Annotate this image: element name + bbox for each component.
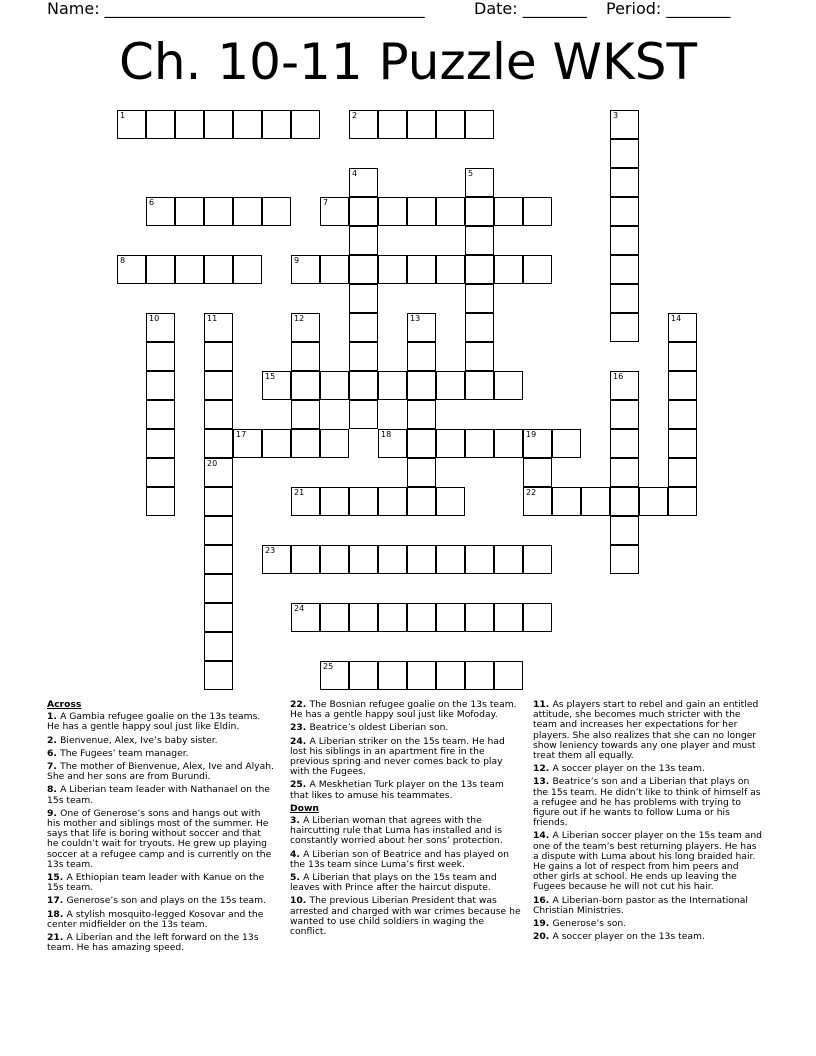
clue-number: 20. [533,931,553,943]
grid-cell[interactable] [204,487,233,516]
clue-down [533,919,765,929]
grid-cell[interactable] [494,545,523,574]
clue-across [47,910,275,930]
grid-cell[interactable] [436,487,465,516]
grid-cell[interactable] [349,197,378,226]
down-heading: Down [290,802,319,814]
grid-cell[interactable] [407,110,436,139]
grid-cell[interactable] [262,545,291,574]
grid-cell[interactable] [291,400,320,429]
clue-text: Generose’s son. [552,918,627,930]
clue-number: 3. [290,815,304,827]
grid-cell[interactable] [436,197,465,226]
grid-cell[interactable] [204,400,233,429]
grid-cell[interactable] [349,371,378,400]
grid-cell[interactable] [320,661,349,690]
grid-cell[interactable] [349,342,378,371]
clue-number: 1. [47,711,61,723]
clue-across [290,723,523,733]
clues-column-2 [290,700,523,940]
clue-text: A Liberian soccer player on the 15s team and one of the team’s best returning players. He has a dispute with Luma about his long braided hair. He gains a lot of respect from him peers and other girls at school. He ends up leaving the Fugees because he will not cut his hair. [533,830,763,893]
grid-cell[interactable] [204,429,233,458]
clue-text: A Liberian woman that agrees with the haircutting rule that Luma has installed and is constantly worried about her sons’ protection. [290,815,503,847]
date-field-label[interactable]: Date: ________ [474,0,587,18]
grid-cell[interactable] [407,400,436,429]
clue-number: 13 [410,314,421,323]
grid-cell[interactable] [668,429,697,458]
clue-number: 25 [323,662,334,671]
grid-cell[interactable] [204,197,233,226]
clue-across [290,700,523,720]
clue-number: 15. [47,872,67,884]
grid-cell[interactable] [146,458,175,487]
grid-cell[interactable] [668,371,697,400]
clue-number: 16. [533,894,553,906]
grid-cell[interactable] [494,429,523,458]
grid-cell[interactable] [407,661,436,690]
grid-cell[interactable] [291,603,320,632]
grid-cell[interactable] [407,371,436,400]
clue-number: 7. [47,761,61,773]
grid-cell[interactable] [552,429,581,458]
grid-cell[interactable] [233,255,262,284]
clue-across [290,737,523,778]
grid-cell[interactable] [204,255,233,284]
clue-text: A Gambia refugee goalie on the 13s teams. He has a gentle happy soul just like Eldin. [47,711,261,733]
clue-down [290,873,523,893]
clue-number: 17. [47,895,67,907]
clue-across [47,749,275,759]
clue-number: 10. [290,895,310,907]
clue-number: 19 [526,430,537,439]
grid-cell[interactable] [407,603,436,632]
clue-down [533,896,765,916]
grid-cell[interactable] [291,342,320,371]
grid-cell[interactable] [639,487,668,516]
grid-cell[interactable] [523,603,552,632]
grid-cell[interactable] [349,400,378,429]
clue-number: 23 [265,546,276,555]
grid-cell[interactable] [610,458,639,487]
clue-number: 20 [207,459,218,468]
grid-cell[interactable] [320,371,349,400]
grid-cell[interactable] [465,168,494,197]
clue-number: 23. [290,722,310,734]
grid-cell[interactable] [668,400,697,429]
grid-cell[interactable] [465,255,494,284]
grid-cell[interactable] [204,632,233,661]
across-heading: Across [47,699,82,710]
grid-cell[interactable] [204,458,233,487]
clue-number: 15 [265,372,276,381]
clue-across [290,780,523,800]
grid-cell[interactable] [610,168,639,197]
grid-cell[interactable] [378,255,407,284]
grid-cell[interactable] [349,284,378,313]
grid-cell[interactable] [320,197,349,226]
grid-cell[interactable] [320,545,349,574]
clue-number: 24 [294,604,305,613]
grid-cell[interactable] [320,429,349,458]
grid-cell[interactable] [407,545,436,574]
grid-cell[interactable] [494,255,523,284]
grid-cell[interactable] [610,255,639,284]
clue-number: 22 [526,488,537,497]
clue-text: A Liberian that plays on the 15s team and leaves with Prince after the haircut dispute. [290,872,497,894]
grid-cell[interactable] [262,429,291,458]
clue-text: One of Generose’s sons and hangs out with his mother and siblings most of the summer. He says that life is boring without soccer and that he couldn’t wait for tryouts. He grew up playing soccer at a refugee camp and is currently on the 13s team. [47,807,272,870]
name-field-label[interactable]: Name: ________________________________________ [47,0,425,18]
page-title: Ch. 10-11 Puzzle WKST [118,33,698,91]
clue-number: 25. [290,779,310,791]
grid-cell[interactable] [146,255,175,284]
clue-number: 19. [533,918,553,930]
grid-cell[interactable] [668,487,697,516]
grid-cell[interactable] [320,255,349,284]
grid-cell[interactable] [436,603,465,632]
clue-number: 14 [671,314,682,323]
grid-cell[interactable] [204,545,233,574]
grid-cell[interactable] [378,371,407,400]
clue-text: As players start to rebel and gain an entitled attitude, she becomes much stricter with the team and increases her expectations for her players. She also realizes that she can no longer show leniency towards any one player and must treat them all equally. [533,699,759,762]
grid-cell[interactable] [117,255,146,284]
grid-cell[interactable] [610,284,639,313]
grid-cell[interactable] [407,487,436,516]
grid-cell[interactable] [233,110,262,139]
clue-number: 6. [47,747,61,759]
grid-cell[interactable] [349,545,378,574]
clue-down [290,850,523,870]
grid-cell[interactable] [291,371,320,400]
grid-cell[interactable] [610,429,639,458]
clue-across [47,873,275,893]
grid-cell[interactable] [610,400,639,429]
grid-cell[interactable] [146,342,175,371]
clue-down [533,831,765,892]
grid-cell[interactable] [204,603,233,632]
grid-cell[interactable] [610,313,639,342]
clue-text: The mother of Bienvenue, Alex, Ive and Alyah. She and her sons are from Burundi. [47,761,274,783]
grid-cell[interactable] [436,255,465,284]
grid-cell[interactable] [407,197,436,226]
clue-text: Bienvenue, Alex, Ive’s baby sister. [60,734,218,746]
clue-text: A Liberian and the left forward on the 13s team. He has amazing speed. [47,932,259,954]
grid-cell[interactable] [349,168,378,197]
grid-cell[interactable] [204,574,233,603]
grid-cell[interactable] [407,255,436,284]
grid-cell[interactable] [175,255,204,284]
clue-number: 5. [290,872,304,884]
grid-cell[interactable] [291,313,320,342]
clue-number: 1 [120,111,126,120]
grid-cell[interactable] [494,603,523,632]
grid-cell[interactable] [465,371,494,400]
grid-cell[interactable] [610,110,639,139]
grid-cell[interactable] [291,110,320,139]
clue-number: 8. [47,784,61,796]
grid-cell[interactable] [407,313,436,342]
clue-down [533,700,765,761]
grid-cell[interactable] [494,197,523,226]
grid-cell[interactable] [523,429,552,458]
grid-cell[interactable] [523,545,552,574]
grid-cell[interactable] [465,545,494,574]
clue-number: 10 [149,314,160,323]
grid-cell[interactable] [320,603,349,632]
clue-number: 14. [533,830,553,842]
grid-cell[interactable] [175,110,204,139]
grid-cell[interactable] [523,255,552,284]
grid-cell[interactable] [465,284,494,313]
clue-number: 24. [290,735,310,747]
grid-cell[interactable] [349,661,378,690]
grid-cell[interactable] [465,661,494,690]
grid-cell[interactable] [610,139,639,168]
clue-across [47,896,275,906]
grid-cell[interactable] [146,429,175,458]
clue-text: A Liberian son of Beatrice and has played on the 13s team since Luma’s first week. [290,848,509,870]
clue-text: A Meskhetian Turk player on the 13s team that likes to amuse his teammates. [290,779,504,801]
grid-cell[interactable] [262,371,291,400]
grid-cell[interactable] [436,429,465,458]
clue-text: A Liberian striker on the 15s team. He had lost his siblings in an apartment fire in the previous spring and never comes back to play with the Fugees. [290,735,505,778]
grid-cell[interactable] [320,487,349,516]
grid-cell[interactable] [117,110,146,139]
clue-down [533,777,765,828]
clue-number: 12 [294,314,305,323]
clue-number: 11. [533,699,553,710]
clue-number: 2. [47,734,61,746]
clue-number: 8 [120,256,126,265]
grid-cell[interactable] [204,313,233,342]
clue-text: Beatrice’s son and a Liberian that plays on the 15s team. He didn’t like to think of himself as a refugee and he has problems with trying to figure out if he wants to follow Luma or his friends. [533,776,761,829]
grid-cell[interactable] [146,487,175,516]
clue-number: 5 [468,169,474,178]
grid-cell[interactable] [204,371,233,400]
grid-cell[interactable] [146,313,175,342]
grid-cell[interactable] [378,487,407,516]
clue-text: Generose’s son and plays on the 15s team. [66,895,267,907]
grid-cell[interactable] [233,197,262,226]
grid-cell[interactable] [465,313,494,342]
grid-cell[interactable] [204,110,233,139]
grid-cell[interactable] [610,487,639,516]
clue-across [47,785,275,805]
grid-cell[interactable] [262,110,291,139]
clue-across [47,736,275,746]
grid-cell[interactable] [146,400,175,429]
grid-cell[interactable] [610,197,639,226]
grid-cell[interactable] [349,313,378,342]
grid-cell[interactable] [378,603,407,632]
clue-number: 9. [47,807,61,819]
clue-down [533,764,765,774]
grid-cell[interactable] [349,603,378,632]
clue-number: 11 [207,314,218,323]
clue-text: A soccer player on the 13s team. [552,763,705,775]
grid-cell[interactable] [349,110,378,139]
clue-across [47,809,275,870]
clue-text: A stylish mosquito-legged Kosovar and the center midfielder on the 13s team. [47,908,264,930]
grid-cell[interactable] [436,661,465,690]
grid-cell[interactable] [407,458,436,487]
grid-cell[interactable] [465,110,494,139]
grid-cell[interactable] [262,197,291,226]
clue-number: 22. [290,699,310,710]
clue-across [47,762,275,782]
grid-cell[interactable] [349,255,378,284]
grid-cell[interactable] [349,487,378,516]
grid-cell[interactable] [668,342,697,371]
grid-cell[interactable] [291,429,320,458]
grid-cell[interactable] [610,516,639,545]
grid-cell[interactable] [378,110,407,139]
grid-cell[interactable] [378,197,407,226]
clue-number: 21. [47,932,67,944]
grid-cell[interactable] [610,545,639,574]
grid-cell[interactable] [610,226,639,255]
clue-number: 3 [613,111,619,120]
period-field-label[interactable]: Period: ________ [606,0,731,18]
clue-number: 18 [381,430,392,439]
grid-cell[interactable] [523,197,552,226]
clue-text: A soccer player on the 13s team. [552,931,705,943]
clue-number: 17 [236,430,247,439]
grid-cell[interactable] [291,487,320,516]
grid-cell[interactable] [407,342,436,371]
grid-cell[interactable] [146,371,175,400]
grid-cell[interactable] [494,371,523,400]
grid-cell[interactable] [436,110,465,139]
grid-cell[interactable] [204,661,233,690]
grid-cell[interactable] [407,429,436,458]
grid-cell[interactable] [465,197,494,226]
grid-cell[interactable] [146,197,175,226]
clue-number: 7 [323,198,329,207]
grid-cell[interactable] [146,110,175,139]
grid-cell[interactable] [465,226,494,255]
clue-number: 6 [149,198,155,207]
clue-across [47,712,275,732]
grid-cell[interactable] [233,429,262,458]
clue-text: Beatrice’s oldest Liberian son. [309,722,449,734]
grid-cell[interactable] [291,255,320,284]
grid-cell[interactable] [436,371,465,400]
clue-text: A Liberian-born pastor as the International Christian Ministries. [533,894,748,916]
clue-number: 2 [352,111,358,120]
grid-cell[interactable] [465,429,494,458]
grid-cell[interactable] [465,342,494,371]
grid-cell[interactable] [494,661,523,690]
grid-cell[interactable] [552,487,581,516]
grid-cell[interactable] [523,487,552,516]
clue-number: 16 [613,372,624,381]
grid-cell[interactable] [523,458,552,487]
clue-text: The previous Liberian President that was arrested and charged with war crimes because he wanted to use child soldiers in waging the conflict. [290,895,521,938]
clue-number: 21 [294,488,305,497]
clue-down [290,896,523,937]
clues-column-1 [47,700,275,956]
grid-cell[interactable] [668,458,697,487]
grid-cell[interactable] [291,545,320,574]
clues-column-3 [533,700,765,945]
clue-number: 9 [294,256,300,265]
grid-cell[interactable] [378,429,407,458]
grid-cell[interactable] [668,313,697,342]
grid-cell[interactable] [436,545,465,574]
grid-cell[interactable] [204,342,233,371]
clue-number: 4 [352,169,358,178]
clue-across [47,933,275,953]
grid-cell[interactable] [378,545,407,574]
clue-number: 12. [533,763,553,775]
grid-cell[interactable] [378,661,407,690]
clue-text: The Bosnian refugee goalie on the 13s team. He has a gentle happy soul just like Mofoday. [290,699,517,721]
grid-cell[interactable] [465,603,494,632]
grid-cell[interactable] [204,516,233,545]
grid-cell[interactable] [175,197,204,226]
clue-number: 18. [47,908,67,920]
clue-down [533,932,765,942]
clue-down [290,816,523,847]
grid-cell[interactable] [581,487,610,516]
grid-cell[interactable] [610,371,639,400]
grid-cell[interactable] [349,226,378,255]
clue-text: A Liberian team leader with Nathanael on the 15s team. [47,784,270,806]
clue-text: The Fugees’ team manager. [60,747,189,759]
clue-number: 13. [533,776,553,788]
clue-text: A Ethiopian team leader with Kanue on the 15s team. [47,872,265,894]
clue-number: 4. [290,848,304,860]
